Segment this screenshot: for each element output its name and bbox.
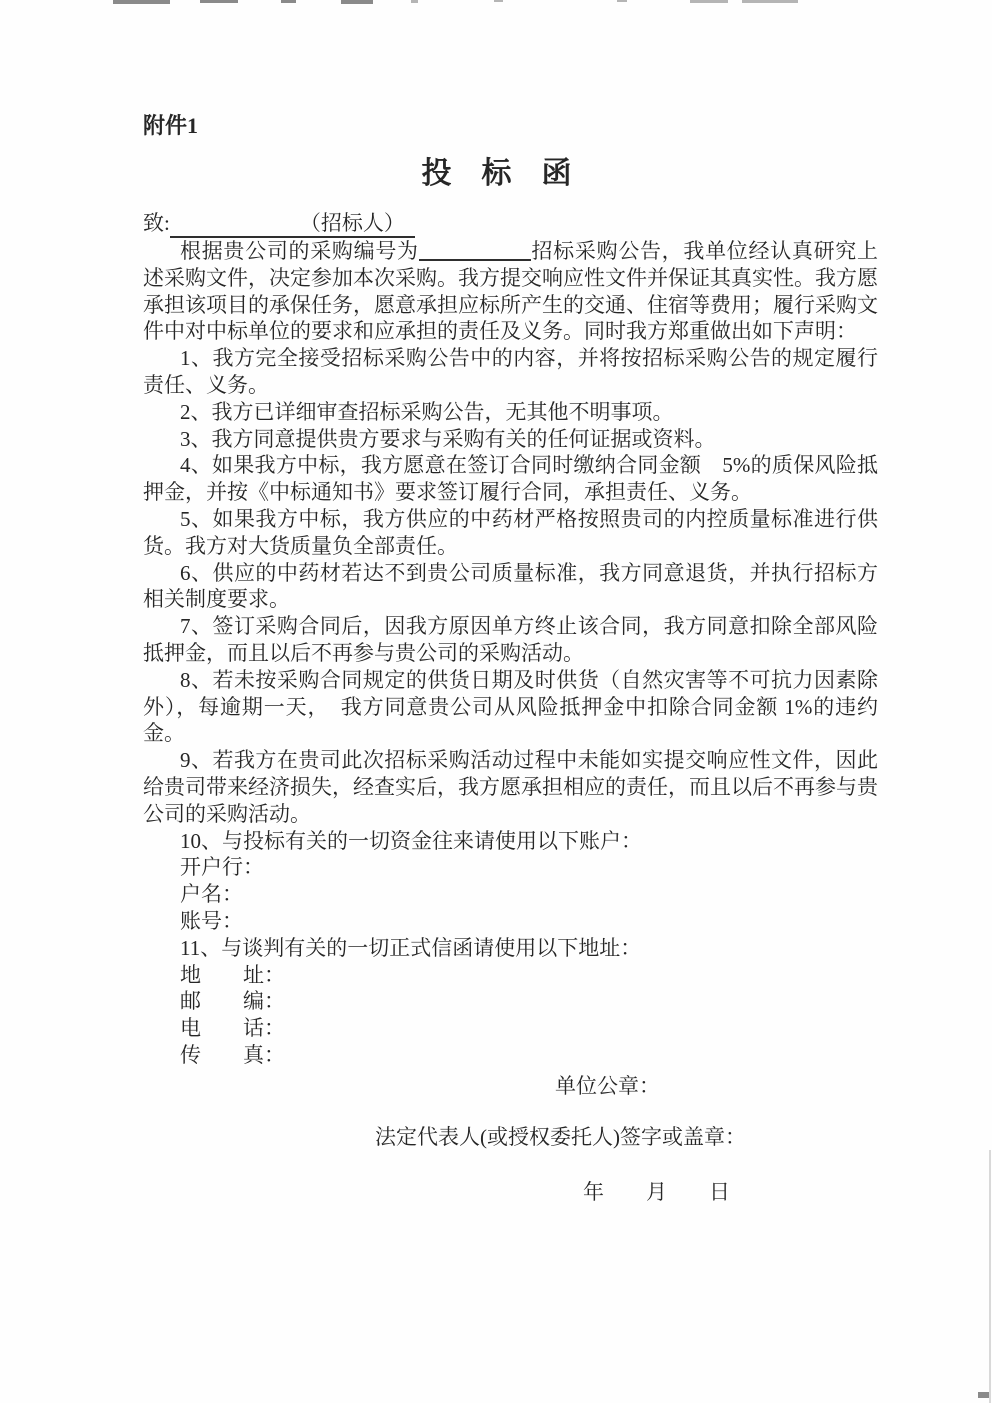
clause-6: 6、供应的中药材若达不到贵公司质量标准，我方同意退货，并执行招标方相关制度要求。 [143, 560, 878, 612]
clause-10: 10、与投标有关的一切资金往来请使用以下账户： [180, 828, 642, 853]
addressee-hint: （招标人） [299, 211, 405, 235]
intro-text-before-blank: 根据贵公司的采购编号为 [180, 239, 419, 263]
clause-3: 3、我方同意提供贵方要求与采购有关的任何证据或资料。 [180, 426, 716, 451]
salutation-prefix: 致: [143, 211, 170, 235]
contact-field-fax: 传 真： [180, 1042, 285, 1067]
date-line: 年 月 日 [583, 1179, 730, 1204]
bank-field-account-number: 账号： [180, 908, 243, 933]
clause-8: 8、若未按采购合同规定的供货日期及时供货（自然灾害等不可抗力因素除外），每逾期一天， 我方同意贵公司从风险抵押金中扣除合同金额 1%的违约金。 [143, 667, 878, 746]
clause-7: 7、签订采购合同后，因我方原因单方终止该合同，我方同意扣除全部风险抵押金，而且以后不再参与贵公司的采购活动。 [143, 614, 878, 665]
scan-artifact [617, 0, 627, 2]
clause-1: 1、我方完全接受招标采购公告中的内容，并将按招标采购公告的规定履行责任、义务。 [143, 346, 878, 397]
scan-artifact [494, 0, 503, 2]
bank-field-opening-bank: 开户行： [180, 855, 264, 880]
clause-2: 2、我方已详细审查招标采购公告，无其他不明事项。 [180, 399, 674, 424]
salutation-line [143, 210, 878, 238]
bank-field-account-name: 户名： [180, 882, 243, 907]
scan-artifact [978, 1392, 989, 1398]
scan-artifact [690, 0, 728, 3]
clause-9: 9、若我方在贵司此次招标采购活动过程中未能如实提交响应性文件，因此给贵司带来经济损失，经查实后，我方愿承担相应的责任，而且以后不再参与贵公司的采购活动。 [143, 748, 878, 826]
scan-artifact [989, 1150, 991, 1403]
contact-field-address: 地 址： [180, 962, 285, 987]
clause-11: 11、与谈判有关的一切正式信函请使用以下地址： [180, 935, 642, 960]
scan-artifact [113, 0, 170, 4]
contact-field-postcode: 邮 编： [180, 989, 285, 1014]
document-body [143, 112, 878, 1206]
clause-4: 4、如果我方中标，我方愿意在签订合同时缴纳合同金额 5%的质保风险抵押金，并按《中标通知书》要求签订履行合同，承担责任、义务。 [143, 453, 878, 505]
scan-artifact [341, 0, 373, 4]
intro-paragraph [143, 238, 878, 345]
intro-text-after-blank: 招标采购公告，我单位经认真研究上述采购文件，决定参加本次采购。我方提交响应性文件并保证其真实性。我方愿承担该项目的承保任务，愿意承担应标所产生的交通、住宿等费用；履行采购文件中对中标单位的要求和应承担的责任及义务。同时我方郑重做出如下声明： [143, 239, 879, 344]
procurement-number-blank [419, 243, 531, 261]
document-title: 投 标 函 [421, 157, 572, 190]
scan-artifact [281, 0, 296, 3]
scan-artifact [742, 0, 798, 3]
addressee-blank [170, 229, 300, 230]
legal-representative-signature-label: 法定代表人(或授权委托人)签字或盖章： [375, 1124, 746, 1149]
clause-5: 5、如果我方中标，我方供应的中药材严格按照贵司的内控质量标准进行供货。我方对大货质量负全部责任。 [143, 506, 878, 558]
contact-field-phone: 电 话： [180, 1016, 285, 1041]
attachment-label: 附件1 [143, 113, 199, 138]
scan-artifact [411, 0, 418, 3]
scan-artifact [200, 0, 238, 3]
company-seal-label: 单位公章： [555, 1073, 660, 1098]
addressee-underline [170, 211, 415, 238]
